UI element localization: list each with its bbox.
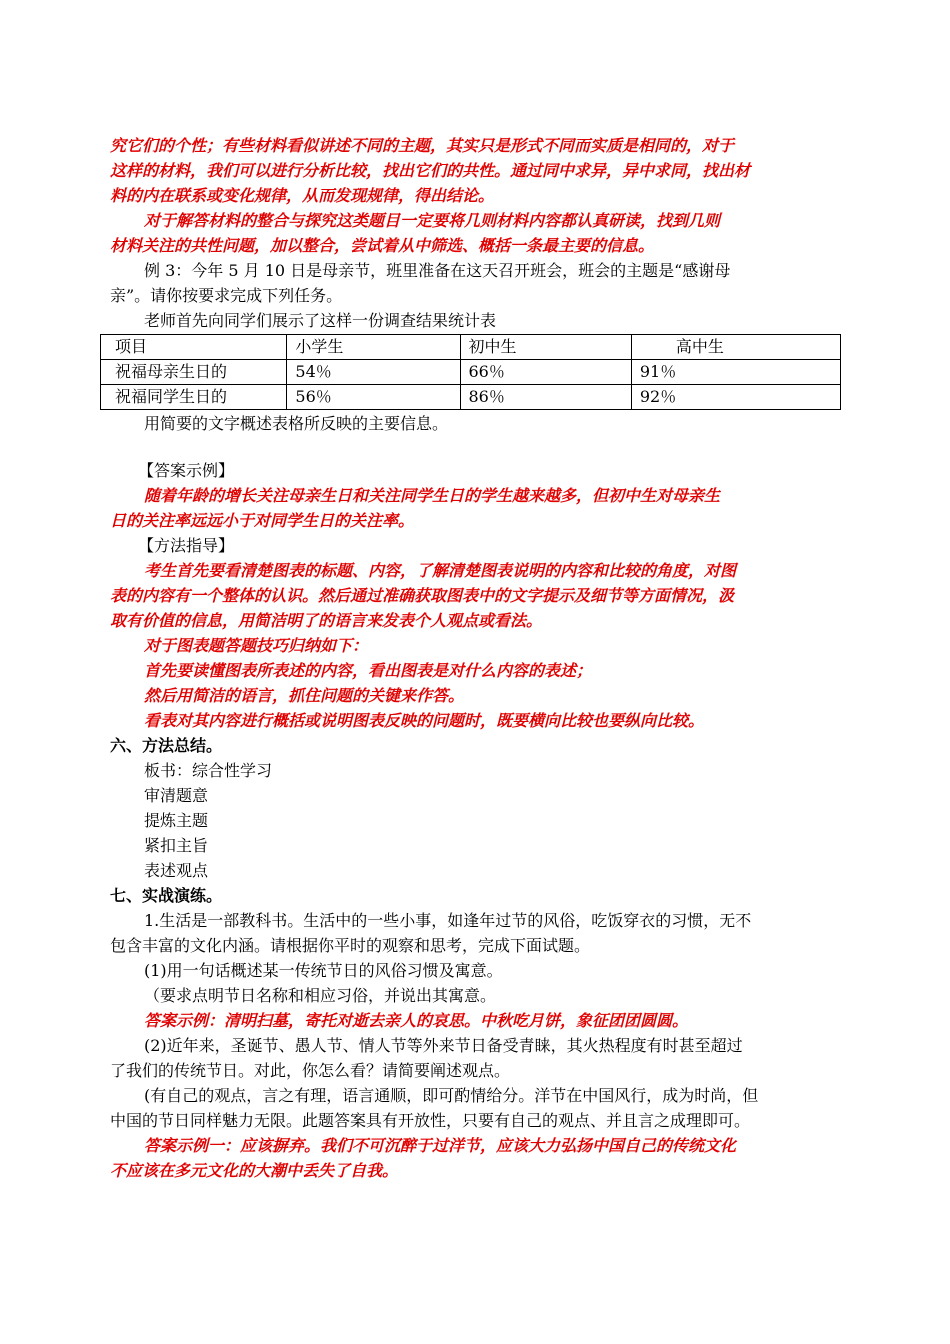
spacer (110, 436, 842, 458)
summary-item: 紧扣主旨 (144, 836, 209, 855)
intro-line-5: 材料关注的共性问题，加以整合，尝试着从中筛选、概括一条最主要的信息。 (110, 236, 655, 255)
method-line-7: 看表对其内容进行概括或说明图表反映的问题时，既要横向比较也要纵向比较。 (144, 711, 705, 730)
q1-line-2: 包含丰富的文化内涵。请根据你平时的观察和思考，完成下面试题。 (110, 936, 591, 955)
q1a-note: （要求点明节日名称和相应习俗，并说出其寓意。 (144, 986, 497, 1005)
method-heading: 【方法指导】 (138, 536, 235, 555)
q1b-line-1: (2)近年来，圣诞节、愚人节、情人节等外来节日备受青睐，其火热程度有时甚至超过 (144, 1036, 743, 1055)
table-header-cell: 项目 (101, 335, 287, 360)
table-cell: 56％ (287, 385, 460, 410)
method-line-3: 取有价值的信息，用简洁明了的语言来发表个人观点或看法。 (110, 611, 543, 630)
table-cell: 92％ (631, 385, 840, 410)
table-cell: 66％ (460, 360, 631, 385)
table-cell: 祝福同学生日的 (101, 385, 287, 410)
method-line-5: 首先要读懂图表所表述的内容，看出图表是对什么内容的表述； (144, 661, 593, 680)
intro-line-1: 究它们的个性；有些材料看似讲述不同的主题，其实只是形式不同而实质是相同的，对于 (110, 136, 735, 155)
survey-table (100, 334, 841, 410)
summary-item: 提炼主题 (144, 811, 209, 830)
summary-item: 审清题意 (144, 786, 209, 805)
q1-line-1: 1.生活是一部教科书。生活中的一些小事，如逢年过节的风俗，吃饭穿衣的习惯，无不 (144, 911, 752, 930)
example3-line-1: 例 3：今年 5 月 10 日是母亲节，班里准备在这天召开班会，班会的主题是“感谢母 (144, 261, 731, 280)
table-cell: 86％ (460, 385, 631, 410)
table-header-row (101, 335, 841, 360)
summary-item: 表述观点 (144, 861, 209, 880)
method-line-1: 考生首先要看清楚图表的标题、内容，了解清楚图表说明的内容和比较的角度，对图 (144, 561, 737, 580)
answer-line-2: 日的关注率远远小于对同学生日的关注率。 (110, 511, 415, 530)
section6-heading: 六、方法总结。 (110, 736, 223, 755)
table-cell: 54％ (287, 360, 460, 385)
method-line-6: 然后用简洁的语言，抓住问题的关键来作答。 (144, 686, 465, 705)
q1b-note-1: (有自己的观点，言之有理，语言通顺，即可酌情给分。洋节在中国风行，成为时尚，但 (144, 1086, 759, 1105)
table-intro: 老师首先向同学们展示了这样一份调查结果统计表 (144, 311, 497, 330)
q1b-answer-2: 不应该在多元文化的大潮中丢失了自我。 (110, 1161, 399, 1180)
summary-item: 板书：综合性学习 (144, 761, 273, 780)
table-row (101, 385, 841, 410)
answer-heading: 【答案示例】 (138, 461, 235, 480)
table-cell: 91％ (631, 360, 840, 385)
table-cell: 祝福母亲生日的 (101, 360, 287, 385)
intro-line-4: 对于解答材料的整合与探究这类题目一定要将几则材料内容都认真研读，找到几则 (144, 211, 721, 230)
q1b-note-2: 中国的节日同样魅力无限。此题答案具有开放性，只要有自己的观点、并且言之成理即可。 (110, 1111, 751, 1130)
q1b-answer-1: 答案示例一：应该摒弃。我们不可沉醉于过洋节，应该大力弘扬中国自己的传统文化 (144, 1136, 737, 1155)
method-line-2: 表的内容有一个整体的认识。然后通过准确获取图表中的文字提示及细节等方面情况，汲 (110, 586, 735, 605)
intro-line-2: 这样的材料，我们可以进行分析比较，找出它们的共性。通过同中求异，异中求同，找出材 (110, 161, 751, 180)
answer-line-1: 随着年龄的增长关注母亲生日和关注同学生日的学生越来越多，但初中生对母亲生 (144, 486, 721, 505)
q1a-answer: 答案示例：清明扫墓，寄托对逝去亲人的哀思。中秋吃月饼，象征团团圆圆。 (144, 1011, 689, 1030)
method-line-4: 对于图表题答题技巧归纳如下： (144, 636, 369, 655)
table-question: 用简要的文字概述表格所反映的主要信息。 (144, 414, 449, 433)
q1a-text: (1)用一句话概述某一传统节日的风俗习惯及寓意。 (144, 961, 503, 980)
table-header-cell: 初中生 (460, 335, 631, 360)
intro-line-3: 料的内在联系或变化规律，从而发现规律，得出结论。 (110, 186, 495, 205)
table-header-cell: 高中生 (631, 335, 840, 360)
example3-line-2: 亲”。请你按要求完成下列任务。 (110, 286, 343, 305)
q1b-line-2: 了我们的传统节日。对此，你怎么看？请简要阐述观点。 (110, 1061, 511, 1080)
table-header-cell: 小学生 (287, 335, 460, 360)
section7-heading: 七、实战演练。 (110, 886, 223, 905)
table-row (101, 360, 841, 385)
